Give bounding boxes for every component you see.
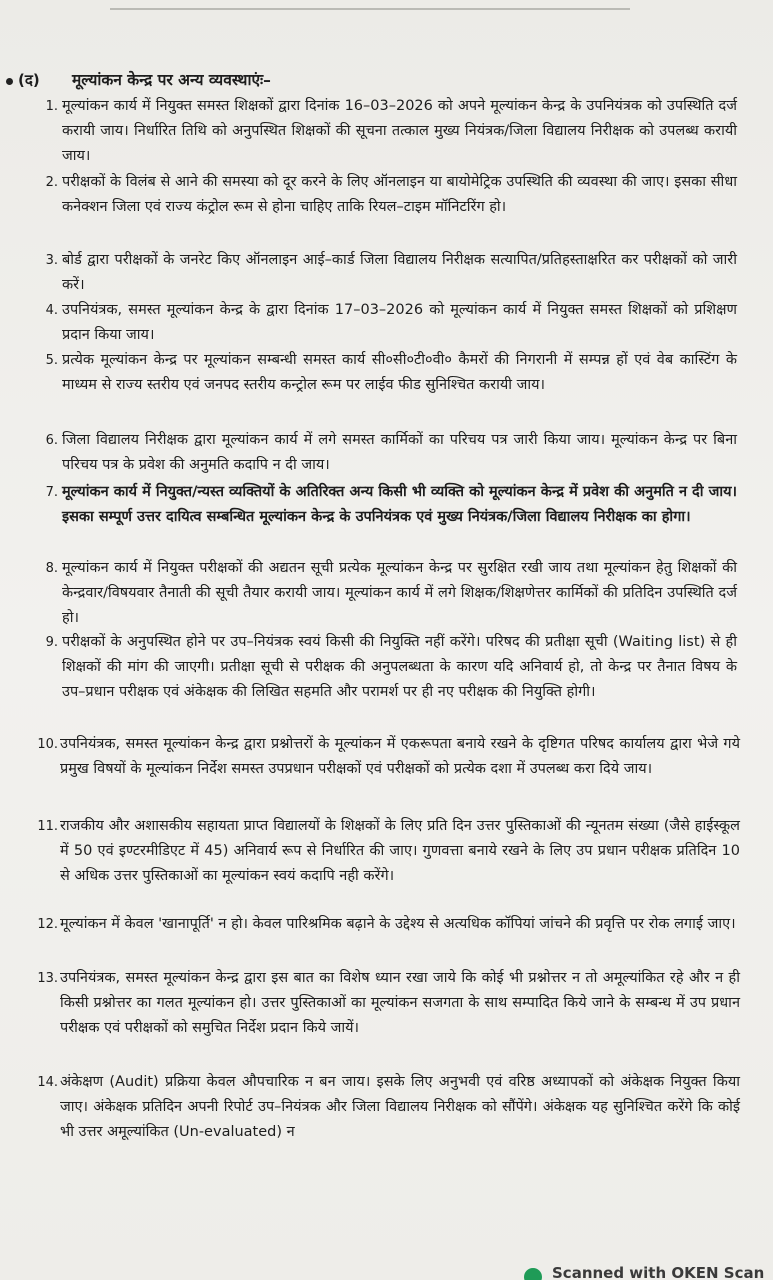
item-text: मूल्यांकन कार्य में नियुक्त समस्त शिक्षकों द्वारा दिनांक 16–03–2026 को अपने मूल्यांकन केन्द्र के उपनियंत्रक को उपस्थिति दर्ज करायी जाय। निर्धारित तिथि को अनुपस्थित शिक्षकों की सूचना तत्काल मुख्य नियंत्रक/जिला विद्यालय निरीक्षक को उपलब्ध करायी जाय। — [62, 98, 737, 164]
item-number: 7. — [45, 485, 58, 500]
item-text: उपनियंत्रक, समस्त मूल्यांकन केन्द्र के द्वारा दिनांक 17–03–2026 को मूल्यांकन कार्य में नियुक्त समस्त शिक्षकों को प्रशिक्षण प्रदान किया जाय। — [62, 302, 737, 343]
item-number: 10. — [37, 737, 58, 752]
item-text: राजकीय और अशासकीय सहायता प्राप्त विद्यालयों के शिक्षकों के लिए प्रति दिन उत्तर पुस्तिकाओं की न्यूनतम संख्या (जैसे हाईस्कूल में 50 एवं इण्टरमीडिएट में 45) अनिवार्य रूप से निर्धारित की जाए। गुणवत्ता बनाये रखने के लिए उप प्रधान परीक्षक प्रतिदिन 10 से अधिक उत्तर पुस्तिकाओं का मूल्यांकन स्वयं कदापि नही करेंगे। — [60, 818, 740, 884]
section-heading: मूल्यांकन केन्द्र पर अन्य व्यवस्थाएंः– — [72, 71, 271, 89]
item-text: बोर्ड द्वारा परीक्षकों के जनरेट किए ऑनलाइन आई–कार्ड जिला विद्यालय निरीक्षक सत्यापित/प्रतिहस्ताक्षरित कर परीक्षकों को जारी करें। — [62, 252, 737, 293]
page-top-edge — [110, 8, 630, 10]
item-text: जिला विद्यालय निरीक्षक द्वारा मूल्यांकन कार्य में लगे समस्त कार्मिकों का परिचय पत्र जारी किया जाय। मूल्यांकन केन्द्र पर बिना परिचय पत्र के प्रवेश की अनुमति कदापि न दी जाय। — [62, 432, 737, 473]
item-number: 1. — [45, 99, 58, 114]
item-number: 9. — [45, 635, 58, 650]
item-text: परीक्षकों के अनुपस्थित होने पर उप–नियंत्रक स्वयं किसी की नियुक्ति नहीं करेंगे। परिषद की प्रतीक्षा सूची (Waiting list) से ही शिक्षकों की मांग की जाएगी। प्रतीक्षा सूची से परीक्षक की अनुपलब्धता के कारण यदि अनिवार्य हो, तो केन्द्र पर तैनात विषय के उप–प्रधान परीक्षक एवं अंकेक्षक की लिखित सहमति और परामर्श पर ही नए परीक्षक की नियुक्ति होगी। — [62, 634, 737, 700]
item-text: उपनियंत्रक, समस्त मूल्यांकन केन्द्र द्वारा प्रश्नोत्तरों के मूल्यांकन में एकरूपता बनाये रखने के दृष्टिगत परिषद कार्यालय द्वारा भेजे गये प्रमुख विषयों के मूल्यांकन निर्देश समस्त उपप्रधान परीक्षकों एवं परीक्षकों को प्रत्येक दशा में उपलब्ध करा दिये जाय। — [60, 736, 740, 777]
item-number: 12. — [37, 917, 58, 932]
item-number: 6. — [45, 433, 58, 448]
item-number: 14. — [37, 1075, 58, 1090]
item-number: 3. — [45, 253, 58, 268]
item-text: मूल्यांकन कार्य में नियुक्त परीक्षकों की अद्यतन सूची प्रत्येक मूल्यांकन केन्द्र पर सुरक्षित रखी जाय तथा मूल्यांकन हेतु शिक्षकों की केन्द्रवार/विषयवार तैनाती की सूची तैयार करायी जाय। मूल्यांकन कार्य में लगे शिक्षक/शिक्षणेत्तर कार्मिकों की प्रतिदिन उपस्थिति दर्ज हो। — [62, 560, 737, 626]
item-number: 2. — [45, 175, 58, 190]
bullet-dot — [6, 78, 13, 85]
item-number: 8. — [45, 561, 58, 576]
item-number: 13. — [37, 971, 58, 986]
item-text: परीक्षकों के विलंब से आने की समस्या को दूर करने के लिए ऑनलाइन या बायोमेट्रिक उपस्थिति की व्यवस्था की जाए। इसका सीधा कनेक्शन जिला एवं राज्य कंट्रोल रूम से होना चाहिए ताकि रियल–टाइम मॉनिटरिंग हो। — [62, 174, 737, 215]
item-text: मूल्यांकन में केवल 'खानापूर्ति' न हो। केवल पारिश्रमिक बढ़ाने के उद्देश्य से अत्यधिक कॉपियां जांचने की प्रवृत्ति पर रोक लगाई जाए। — [60, 916, 736, 932]
scanner-watermark: Scanned with OKEN Scan — [552, 1264, 765, 1280]
scanner-logo-icon — [524, 1268, 542, 1280]
item-number: 5. — [45, 353, 58, 368]
item-number: 4. — [45, 303, 58, 318]
section-label: (द) — [18, 71, 40, 89]
item-text: अंकेक्षण (Audit) प्रक्रिया केवल औपचारिक न बन जाय। इसके लिए अनुभवी एवं वरिष्ठ अध्यापकों को अंकेक्षक नियुक्त किया जाए। अंकेक्षक प्रतिदिन अपनी रिपोर्ट उप–नियंत्रक और जिला विद्यालय निरीक्षक को सौंपेंगे। अंकेक्षक यह सुनिश्चित करेंगे कि कोई भी उत्तर अमूल्यांकित (Un-evaluated) न — [60, 1074, 740, 1140]
item-text: उपनियंत्रक, समस्त मूल्यांकन केन्द्र द्वारा इस बात का विशेष ध्यान रखा जाये कि कोई भी प्रश्नोत्तर न तो अमूल्यांकित रहे और न ही किसी प्रश्नोत्तर का गलत मूल्यांकन हो। उत्तर पुस्तिकाओं का मूल्यांकन सजगता के साथ सम्पादित किये जाने के सम्बन्ध में उप प्रधान परीक्षक एवं परीक्षकों को समुचित निर्देश प्रदान किये जायें। — [60, 970, 740, 1036]
item-text: मूल्यांकन कार्य में नियुक्त/न्यस्त व्यक्तियों के अतिरिक्त अन्य किसी भी व्यक्ति को मूल्यांकन केन्द्र में प्रवेश की अनुमति न दी जाय। इसका सम्पूर्ण उत्तर दायित्व सम्बन्धित मूल्यांकन केन्द्र के उपनियंत्रक एवं मुख्य नियंत्रक/जिला विद्यालय निरीक्षक का होगा। — [62, 484, 737, 525]
item-text: प्रत्येक मूल्यांकन केन्द्र पर मूल्यांकन सम्बन्धी समस्त कार्य सी०सी०टी०वी० कैमरों की निगरानी में सम्पन्न हों एवं वेब कास्टिंग के माध्यम से राज्य स्तरीय एवं जनपद स्तरीय कन्ट्रोल रूम पर लाईव फीड सुनिश्चित करायी जाय। — [62, 352, 737, 393]
item-number: 11. — [37, 819, 58, 834]
